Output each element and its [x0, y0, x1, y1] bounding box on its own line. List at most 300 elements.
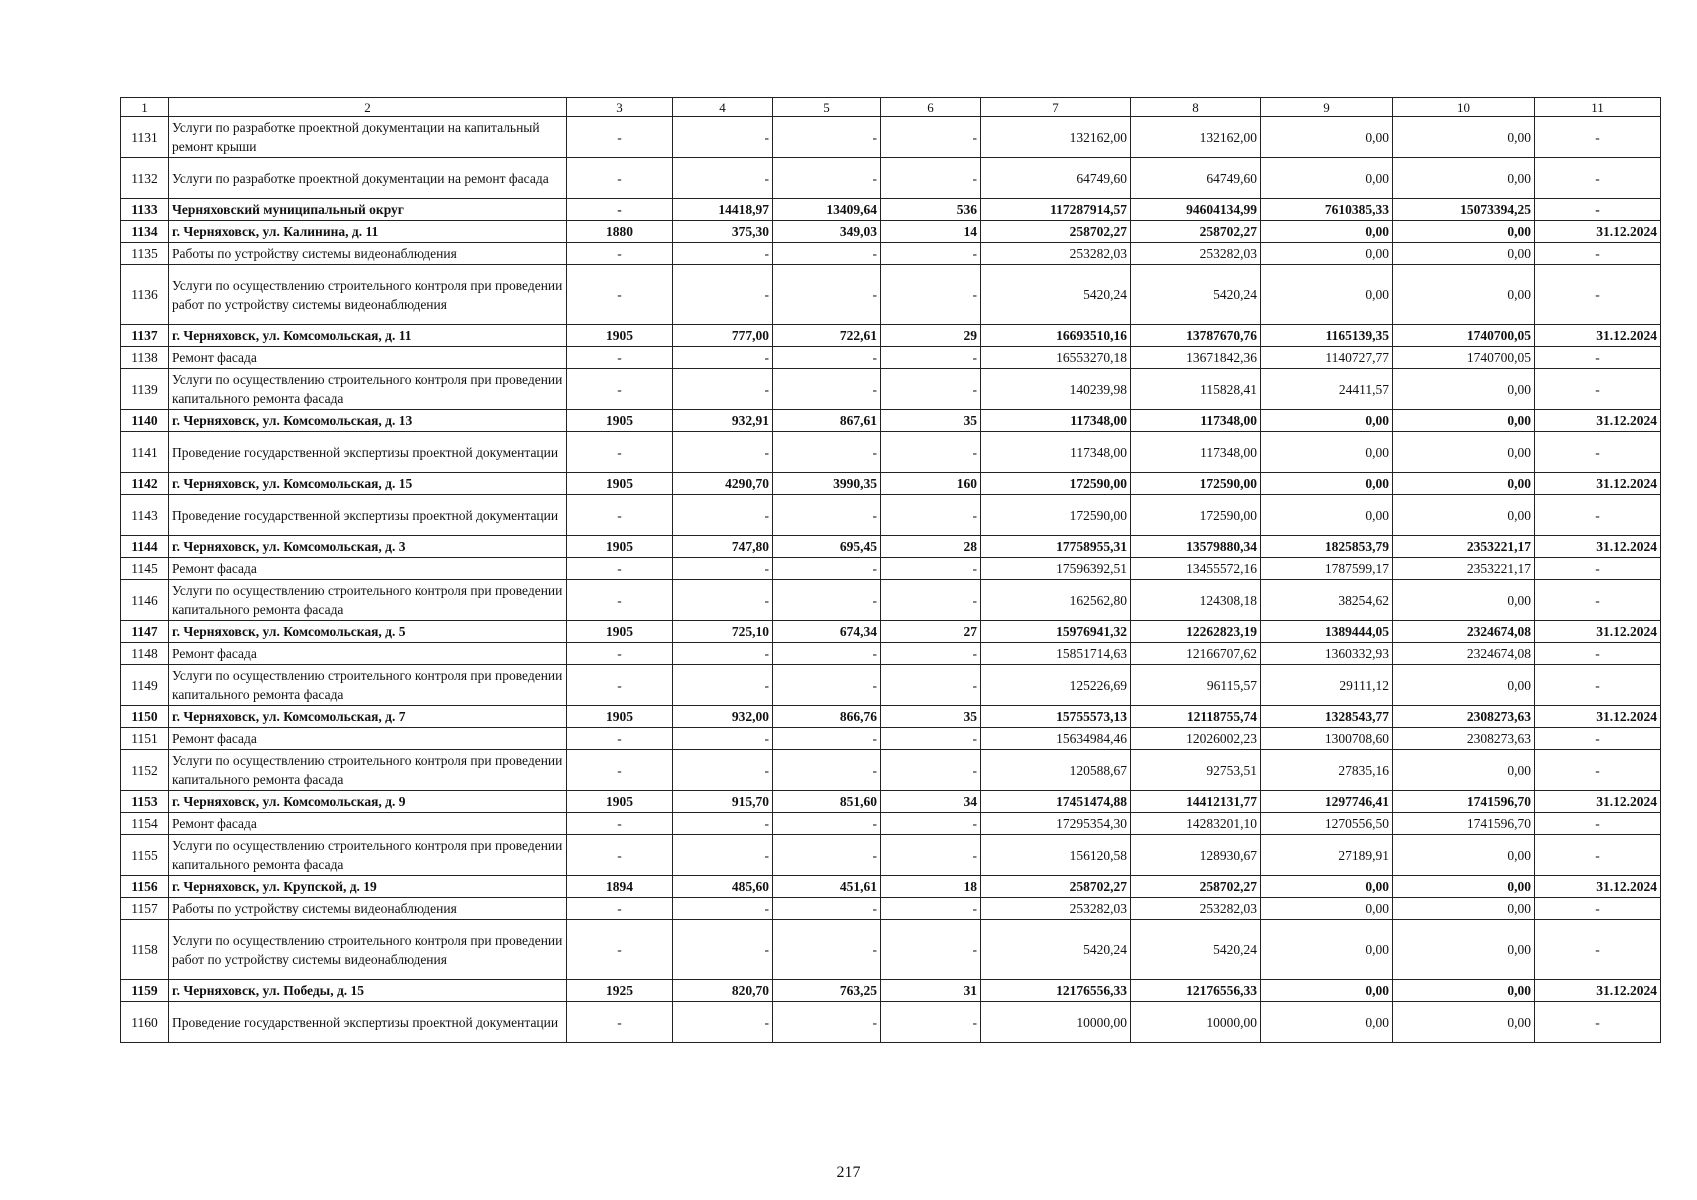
owners-cost: 0,00	[1393, 1002, 1535, 1043]
page-number: 217	[836, 1164, 861, 1181]
total-area: 820,70	[673, 980, 773, 1002]
deadline: -	[1535, 199, 1661, 221]
row-description: Услуги по осуществлению строительного контроля при проведении капитального ремонта фасада	[169, 369, 567, 410]
deadline: -	[1535, 665, 1661, 706]
municipal-cost: 0,00	[1261, 876, 1393, 898]
fund-cost: 12026002,23	[1131, 728, 1261, 750]
total-area: -	[673, 813, 773, 835]
deadline: -	[1535, 750, 1661, 791]
year-built: -	[567, 347, 673, 369]
header-cell: 4	[673, 98, 773, 117]
owners-cost: 0,00	[1393, 580, 1535, 621]
owners-cost: 0,00	[1393, 898, 1535, 920]
row-description: Работы по устройству системы видеонаблюдения	[169, 243, 567, 265]
row-description: Ремонт фасада	[169, 558, 567, 580]
municipal-cost: 0,00	[1261, 473, 1393, 495]
row-description: г. Черняховск, ул. Комсомольская, д. 7	[169, 706, 567, 728]
year-built: -	[567, 580, 673, 621]
residents-count: 35	[881, 410, 981, 432]
deadline: 31.12.2024	[1535, 706, 1661, 728]
row-description: Работы по устройству системы видеонаблюдения	[169, 898, 567, 920]
table-row	[121, 243, 1661, 265]
total-cost: 117287914,57	[981, 199, 1131, 221]
table-row	[121, 835, 1661, 876]
year-built: 1905	[567, 325, 673, 347]
year-built: 1905	[567, 410, 673, 432]
row-number: 1156	[121, 876, 169, 898]
fund-cost: 5420,24	[1131, 265, 1261, 325]
deadline: -	[1535, 920, 1661, 980]
year-built: 1905	[567, 791, 673, 813]
living-area: -	[773, 558, 881, 580]
residents-count: -	[881, 432, 981, 473]
living-area: 763,25	[773, 980, 881, 1002]
table-row	[121, 728, 1661, 750]
year-built: 1894	[567, 876, 673, 898]
deadline: -	[1535, 158, 1661, 199]
table-row	[121, 265, 1661, 325]
residents-count: 35	[881, 706, 981, 728]
row-description: г. Черняховск, ул. Комсомольская, д. 9	[169, 791, 567, 813]
year-built: -	[567, 199, 673, 221]
table-row	[121, 158, 1661, 199]
row-number: 1147	[121, 621, 169, 643]
deadline: -	[1535, 495, 1661, 536]
total-cost: 15634984,46	[981, 728, 1131, 750]
total-cost: 15755573,13	[981, 706, 1131, 728]
total-area: 777,00	[673, 325, 773, 347]
municipal-cost: 7610385,33	[1261, 199, 1393, 221]
total-cost: 12176556,33	[981, 980, 1131, 1002]
total-cost: 140239,98	[981, 369, 1131, 410]
total-cost: 17451474,88	[981, 791, 1131, 813]
municipal-cost: 0,00	[1261, 980, 1393, 1002]
deadline: 31.12.2024	[1535, 791, 1661, 813]
municipal-cost: 0,00	[1261, 920, 1393, 980]
living-area: -	[773, 835, 881, 876]
year-built: 1905	[567, 536, 673, 558]
fund-cost: 128930,67	[1131, 835, 1261, 876]
living-area: -	[773, 898, 881, 920]
living-area: -	[773, 265, 881, 325]
owners-cost: 0,00	[1393, 369, 1535, 410]
total-cost: 17758955,31	[981, 536, 1131, 558]
residents-count: -	[881, 558, 981, 580]
fund-cost: 92753,51	[1131, 750, 1261, 791]
municipal-cost: 0,00	[1261, 158, 1393, 199]
residents-count: 160	[881, 473, 981, 495]
living-area: -	[773, 432, 881, 473]
row-number: 1137	[121, 325, 169, 347]
table-row	[121, 495, 1661, 536]
year-built: -	[567, 243, 673, 265]
living-area: -	[773, 369, 881, 410]
total-cost: 15851714,63	[981, 643, 1131, 665]
table-body	[121, 98, 1661, 1043]
living-area: -	[773, 243, 881, 265]
fund-cost: 13787670,76	[1131, 325, 1261, 347]
deadline: -	[1535, 1002, 1661, 1043]
table-row	[121, 791, 1661, 813]
table-row	[121, 876, 1661, 898]
living-area: 674,34	[773, 621, 881, 643]
total-area: -	[673, 265, 773, 325]
row-description: Ремонт фасада	[169, 813, 567, 835]
owners-cost: 0,00	[1393, 410, 1535, 432]
total-cost: 120588,67	[981, 750, 1131, 791]
residents-count: 14	[881, 221, 981, 243]
row-number: 1148	[121, 643, 169, 665]
row-description: г. Черняховск, ул. Комсомольская, д. 11	[169, 325, 567, 347]
owners-cost: 2324674,08	[1393, 643, 1535, 665]
row-description: г. Черняховск, ул. Калинина, д. 11	[169, 221, 567, 243]
row-number: 1135	[121, 243, 169, 265]
owners-cost: 1741596,70	[1393, 791, 1535, 813]
year-built: 1880	[567, 221, 673, 243]
fund-cost: 10000,00	[1131, 1002, 1261, 1043]
total-area: -	[673, 728, 773, 750]
owners-cost: 0,00	[1393, 980, 1535, 1002]
total-area: -	[673, 1002, 773, 1043]
row-number: 1153	[121, 791, 169, 813]
total-cost: 5420,24	[981, 265, 1131, 325]
owners-cost: 2308273,63	[1393, 728, 1535, 750]
residents-count: -	[881, 665, 981, 706]
total-area: -	[673, 432, 773, 473]
total-area: -	[673, 158, 773, 199]
residents-count: -	[881, 750, 981, 791]
table-row	[121, 750, 1661, 791]
row-number: 1145	[121, 558, 169, 580]
row-number: 1136	[121, 265, 169, 325]
residents-count: 28	[881, 536, 981, 558]
table-row	[121, 980, 1661, 1002]
total-cost: 162562,80	[981, 580, 1131, 621]
fund-cost: 12262823,19	[1131, 621, 1261, 643]
row-number: 1134	[121, 221, 169, 243]
total-area: -	[673, 558, 773, 580]
deadline: -	[1535, 117, 1661, 158]
year-built: -	[567, 558, 673, 580]
deadline: -	[1535, 580, 1661, 621]
total-cost: 16553270,18	[981, 347, 1131, 369]
row-description: Услуги по осуществлению строительного контроля при проведении капитального ремонта фасада	[169, 750, 567, 791]
header-cell: 8	[1131, 98, 1261, 117]
year-built: -	[567, 750, 673, 791]
year-built: -	[567, 643, 673, 665]
table-row	[121, 117, 1661, 158]
header-cell: 11	[1535, 98, 1661, 117]
deadline: 31.12.2024	[1535, 876, 1661, 898]
table-row	[121, 410, 1661, 432]
residents-count: -	[881, 1002, 981, 1043]
header-cell: 9	[1261, 98, 1393, 117]
row-number: 1133	[121, 199, 169, 221]
row-description: Проведение государственной экспертизы проектной документации	[169, 495, 567, 536]
table-row	[121, 1002, 1661, 1043]
row-description: Черняховский муниципальный округ	[169, 199, 567, 221]
owners-cost: 0,00	[1393, 835, 1535, 876]
table-row	[121, 580, 1661, 621]
deadline: -	[1535, 265, 1661, 325]
municipal-cost: 24411,57	[1261, 369, 1393, 410]
year-built: -	[567, 898, 673, 920]
year-built: -	[567, 369, 673, 410]
municipal-cost: 0,00	[1261, 221, 1393, 243]
municipal-cost: 1270556,50	[1261, 813, 1393, 835]
row-number: 1132	[121, 158, 169, 199]
total-cost: 16693510,16	[981, 325, 1131, 347]
total-cost: 258702,27	[981, 221, 1131, 243]
total-area: -	[673, 580, 773, 621]
living-area: -	[773, 920, 881, 980]
total-cost: 17596392,51	[981, 558, 1131, 580]
year-built: 1905	[567, 706, 673, 728]
living-area: -	[773, 580, 881, 621]
total-area: 14418,97	[673, 199, 773, 221]
total-cost: 258702,27	[981, 876, 1131, 898]
fund-cost: 94604134,99	[1131, 199, 1261, 221]
row-number: 1140	[121, 410, 169, 432]
living-area: -	[773, 347, 881, 369]
residents-count: -	[881, 920, 981, 980]
row-number: 1155	[121, 835, 169, 876]
deadline: 31.12.2024	[1535, 325, 1661, 347]
residents-count: -	[881, 643, 981, 665]
living-area: -	[773, 495, 881, 536]
year-built: -	[567, 117, 673, 158]
fund-cost: 132162,00	[1131, 117, 1261, 158]
row-description: Ремонт фасада	[169, 643, 567, 665]
row-number: 1151	[121, 728, 169, 750]
deadline: -	[1535, 813, 1661, 835]
living-area: -	[773, 158, 881, 199]
deadline: -	[1535, 835, 1661, 876]
deadline: 31.12.2024	[1535, 473, 1661, 495]
living-area: 851,60	[773, 791, 881, 813]
residents-count: -	[881, 243, 981, 265]
living-area: 695,45	[773, 536, 881, 558]
owners-cost: 0,00	[1393, 665, 1535, 706]
owners-cost: 0,00	[1393, 750, 1535, 791]
row-number: 1150	[121, 706, 169, 728]
owners-cost: 0,00	[1393, 876, 1535, 898]
year-built: 1905	[567, 621, 673, 643]
row-description: Ремонт фасада	[169, 347, 567, 369]
table-row	[121, 473, 1661, 495]
residents-count: 31	[881, 980, 981, 1002]
total-area: 4290,70	[673, 473, 773, 495]
owners-cost: 2353221,17	[1393, 558, 1535, 580]
owners-cost: 2324674,08	[1393, 621, 1535, 643]
row-number: 1157	[121, 898, 169, 920]
row-description: Услуги по осуществлению строительного контроля при проведении работ по устройству системы видеонаблюдения	[169, 265, 567, 325]
deadline: -	[1535, 728, 1661, 750]
year-built: -	[567, 728, 673, 750]
row-description: г. Черняховск, ул. Комсомольская, д. 3	[169, 536, 567, 558]
owners-cost: 0,00	[1393, 158, 1535, 199]
table-row	[121, 898, 1661, 920]
row-description: Услуги по осуществлению строительного контроля при проведении капитального ремонта фасада	[169, 580, 567, 621]
total-area: -	[673, 643, 773, 665]
living-area: -	[773, 665, 881, 706]
row-number: 1149	[121, 665, 169, 706]
fund-cost: 14283201,10	[1131, 813, 1261, 835]
row-description: Проведение государственной экспертизы проектной документации	[169, 1002, 567, 1043]
fund-cost: 117348,00	[1131, 432, 1261, 473]
total-area: 915,70	[673, 791, 773, 813]
owners-cost: 0,00	[1393, 920, 1535, 980]
fund-cost: 64749,60	[1131, 158, 1261, 199]
owners-cost: 0,00	[1393, 265, 1535, 325]
owners-cost: 2308273,63	[1393, 706, 1535, 728]
row-number: 1160	[121, 1002, 169, 1043]
total-area: -	[673, 835, 773, 876]
header-cell: 3	[567, 98, 673, 117]
living-area: -	[773, 813, 881, 835]
year-built: -	[567, 1002, 673, 1043]
municipal-cost: 1300708,60	[1261, 728, 1393, 750]
municipal-cost: 1787599,17	[1261, 558, 1393, 580]
total-cost: 132162,00	[981, 117, 1131, 158]
table-row	[121, 813, 1661, 835]
total-cost: 17295354,30	[981, 813, 1131, 835]
fund-cost: 258702,27	[1131, 221, 1261, 243]
total-cost: 125226,69	[981, 665, 1131, 706]
owners-cost: 1740700,05	[1393, 325, 1535, 347]
fund-cost: 115828,41	[1131, 369, 1261, 410]
deadline: 31.12.2024	[1535, 536, 1661, 558]
fund-cost: 96115,57	[1131, 665, 1261, 706]
table-row	[121, 199, 1661, 221]
row-number: 1139	[121, 369, 169, 410]
row-number: 1144	[121, 536, 169, 558]
year-built: -	[567, 158, 673, 199]
owners-cost: 1740700,05	[1393, 347, 1535, 369]
total-cost: 253282,03	[981, 243, 1131, 265]
total-area: 932,00	[673, 706, 773, 728]
fund-cost: 5420,24	[1131, 920, 1261, 980]
living-area: 451,61	[773, 876, 881, 898]
residents-count: -	[881, 728, 981, 750]
year-built: -	[567, 432, 673, 473]
deadline: 31.12.2024	[1535, 980, 1661, 1002]
total-cost: 15976941,32	[981, 621, 1131, 643]
row-description: г. Черняховск, ул. Комсомольская, д. 15	[169, 473, 567, 495]
total-cost: 5420,24	[981, 920, 1131, 980]
municipal-cost: 29111,12	[1261, 665, 1393, 706]
row-description: Услуги по осуществлению строительного контроля при проведении работ по устройству системы видеонаблюдения	[169, 920, 567, 980]
owners-cost: 1741596,70	[1393, 813, 1535, 835]
owners-cost: 0,00	[1393, 243, 1535, 265]
total-area: -	[673, 347, 773, 369]
municipal-cost: 1825853,79	[1261, 536, 1393, 558]
municipal-cost: 0,00	[1261, 265, 1393, 325]
residents-count: -	[881, 495, 981, 536]
residents-count: 18	[881, 876, 981, 898]
table-row	[121, 665, 1661, 706]
municipal-cost: 0,00	[1261, 898, 1393, 920]
living-area: 349,03	[773, 221, 881, 243]
total-area: -	[673, 243, 773, 265]
fund-cost: 258702,27	[1131, 876, 1261, 898]
deadline: 31.12.2024	[1535, 621, 1661, 643]
owners-cost: 2353221,17	[1393, 536, 1535, 558]
municipal-cost: 1297746,41	[1261, 791, 1393, 813]
year-built: -	[567, 920, 673, 980]
municipal-cost: 0,00	[1261, 410, 1393, 432]
header-cell: 10	[1393, 98, 1535, 117]
residents-count: -	[881, 158, 981, 199]
deadline: -	[1535, 432, 1661, 473]
total-area: -	[673, 898, 773, 920]
owners-cost: 0,00	[1393, 117, 1535, 158]
row-description: г. Черняховск, ул. Крупской, д. 19	[169, 876, 567, 898]
living-area: 866,76	[773, 706, 881, 728]
residents-count: -	[881, 117, 981, 158]
total-cost: 117348,00	[981, 432, 1131, 473]
fund-cost: 12118755,74	[1131, 706, 1261, 728]
row-description: г. Черняховск, ул. Комсомольская, д. 5	[169, 621, 567, 643]
owners-cost: 15073394,25	[1393, 199, 1535, 221]
budget-table	[120, 97, 1661, 1043]
fund-cost: 12166707,62	[1131, 643, 1261, 665]
municipal-cost: 0,00	[1261, 432, 1393, 473]
deadline: -	[1535, 347, 1661, 369]
owners-cost: 0,00	[1393, 495, 1535, 536]
residents-count: 34	[881, 791, 981, 813]
row-description: г. Черняховск, ул. Победы, д. 15	[169, 980, 567, 1002]
row-description: Ремонт фасада	[169, 728, 567, 750]
municipal-cost: 27189,91	[1261, 835, 1393, 876]
residents-count: 29	[881, 325, 981, 347]
living-area: -	[773, 1002, 881, 1043]
total-cost: 172590,00	[981, 473, 1131, 495]
residents-count: 27	[881, 621, 981, 643]
owners-cost: 0,00	[1393, 221, 1535, 243]
row-description: Услуги по разработке проектной документации на ремонт фасада	[169, 158, 567, 199]
residents-count: -	[881, 369, 981, 410]
living-area: -	[773, 728, 881, 750]
total-cost: 156120,58	[981, 835, 1131, 876]
header-cell: 5	[773, 98, 881, 117]
deadline: -	[1535, 558, 1661, 580]
fund-cost: 124308,18	[1131, 580, 1261, 621]
living-area: -	[773, 117, 881, 158]
total-area: -	[673, 920, 773, 980]
municipal-cost: 1389444,05	[1261, 621, 1393, 643]
row-description: г. Черняховск, ул. Комсомольская, д. 13	[169, 410, 567, 432]
table-row	[121, 432, 1661, 473]
total-cost: 117348,00	[981, 410, 1131, 432]
municipal-cost: 1360332,93	[1261, 643, 1393, 665]
residents-count: -	[881, 347, 981, 369]
table-row	[121, 325, 1661, 347]
row-number: 1159	[121, 980, 169, 1002]
living-area: 867,61	[773, 410, 881, 432]
header-cell: 6	[881, 98, 981, 117]
total-area: 932,91	[673, 410, 773, 432]
total-area: -	[673, 117, 773, 158]
fund-cost: 172590,00	[1131, 495, 1261, 536]
year-built: -	[567, 265, 673, 325]
municipal-cost: 0,00	[1261, 243, 1393, 265]
municipal-cost: 0,00	[1261, 1002, 1393, 1043]
header-cell: 1	[121, 98, 169, 117]
municipal-cost: 0,00	[1261, 495, 1393, 536]
living-area: -	[773, 643, 881, 665]
residents-count: -	[881, 580, 981, 621]
